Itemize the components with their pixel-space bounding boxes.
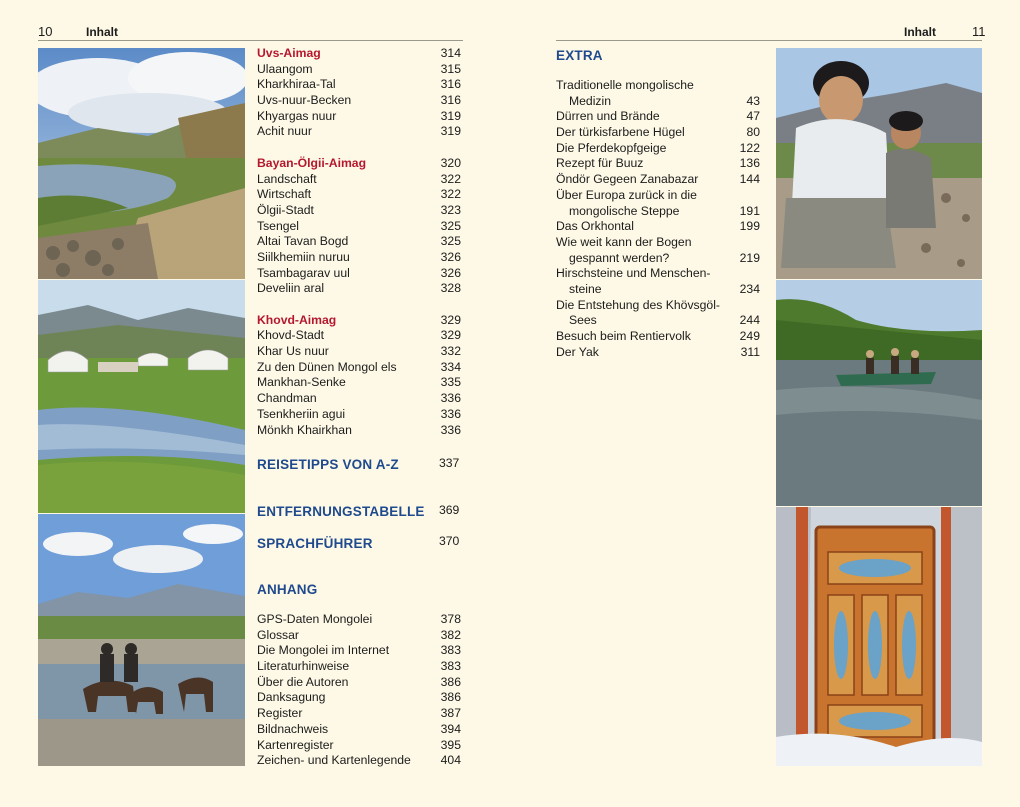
header-rule-right <box>556 40 982 41</box>
toc-item[interactable]: Traditionelle mongolische <box>556 78 694 92</box>
header-rule-left <box>38 40 463 41</box>
photo-river-landscape <box>38 48 245 279</box>
toc-item[interactable]: Literaturhinweise 383 <box>257 659 461 674</box>
section-entfernungstabelle[interactable]: ENTFERNUNGSTABELLE <box>257 504 425 519</box>
toc-item[interactable]: Uvs-nuur-Becken 316 <box>257 93 461 108</box>
toc-item[interactable]: Kartenregister 395 <box>257 737 461 752</box>
toc-heading-khovd[interactable]: Khovd-Aimag 329 <box>257 312 461 327</box>
toc-item[interactable]: Register 387 <box>257 706 461 721</box>
toc-item[interactable]: Über Europa zurück in die <box>556 187 697 202</box>
toc-item[interactable]: Tsenkheriin agui 336 <box>257 406 461 421</box>
photo-horses-river <box>38 514 245 766</box>
toc-item[interactable]: Khovd-Stadt 329 <box>257 328 461 343</box>
toc-item[interactable]: Bildnachweis 394 <box>257 721 461 736</box>
toc-item[interactable]: Der türkisfarbene Hügel 80 <box>556 125 760 140</box>
toc-item[interactable]: Das Orkhontal 199 <box>556 219 760 234</box>
photo-yurt-door <box>776 507 982 766</box>
toc-item[interactable]: Ulaangom 315 <box>257 61 461 76</box>
toc-regions <box>257 46 461 438</box>
section-entfernungstabelle-page: 369 <box>439 503 460 517</box>
toc-item[interactable]: Glossar 382 <box>257 627 461 642</box>
toc-heading-uvs[interactable]: Uvs-Aimag 314 <box>257 46 461 60</box>
toc-item[interactable]: Dürren und Brände 47 <box>556 109 760 124</box>
toc-anhang <box>257 612 461 769</box>
running-head-left: Inhalt <box>86 25 118 39</box>
toc-item[interactable]: Die Mongolei im Internet 383 <box>257 643 461 658</box>
section-reisetipps-page: 337 <box>439 456 460 470</box>
toc-item[interactable]: Zeichen- und Kartenlegende 404 <box>257 753 461 768</box>
toc-item[interactable]: mongolische Steppe 191 <box>569 203 760 218</box>
toc-item[interactable]: Medizin 43 <box>569 93 760 108</box>
right-page <box>510 0 1020 807</box>
toc-item[interactable]: Die Pferdekopfgeige 122 <box>556 140 760 155</box>
toc-item[interactable]: Develiin aral 328 <box>257 281 461 296</box>
toc-item[interactable]: Tsengel 325 <box>257 218 461 233</box>
photo-yurts <box>38 280 245 513</box>
toc-item[interactable]: Wie weit kann der Bogen <box>556 234 692 249</box>
section-anhang[interactable]: ANHANG <box>257 582 318 597</box>
toc-item[interactable]: Khyargas nuur 319 <box>257 108 461 123</box>
section-reisetipps[interactable]: REISETIPPS VON A-Z <box>257 457 399 472</box>
toc-item[interactable]: Öndör Gegeen Zanabazar 144 <box>556 172 760 187</box>
toc-item[interactable]: Zu den Dünen Mongol els 334 <box>257 359 461 374</box>
toc-item[interactable]: Danksagung 386 <box>257 690 461 705</box>
toc-item[interactable]: Hirschsteine und Menschen- <box>556 266 711 281</box>
toc-item[interactable]: Sees 244 <box>569 313 760 328</box>
toc-item[interactable]: Tsambagarav uul 326 <box>257 265 461 280</box>
photo-boat-river <box>776 280 982 506</box>
toc-item[interactable]: Ölgii-Stadt 323 <box>257 202 461 217</box>
toc-extra <box>556 78 760 360</box>
toc-item[interactable]: Mönkh Khairkhan 336 <box>257 422 461 437</box>
toc-item[interactable]: Landschaft 322 <box>257 171 461 186</box>
toc-item[interactable]: Über die Autoren 386 <box>257 674 461 689</box>
toc-item[interactable]: Achit nuur 319 <box>257 124 461 139</box>
photo-children <box>776 48 982 279</box>
section-extra: EXTRA <box>556 48 603 63</box>
toc-item[interactable]: Chandman 336 <box>257 391 461 406</box>
toc-item[interactable]: gespannt werden? 219 <box>569 250 760 265</box>
toc-item[interactable]: Altai Tavan Bogd 325 <box>257 234 461 249</box>
toc-heading-bayan-oelgii[interactable]: Bayan-Ölgii-Aimag 320 <box>257 155 461 170</box>
toc-item[interactable]: Rezept für Buuz 136 <box>556 156 760 171</box>
toc-item[interactable]: Siilkhemiin nuruu 326 <box>257 249 461 264</box>
toc-item[interactable]: Wirtschaft 322 <box>257 187 461 202</box>
toc-item[interactable]: Besuch beim Rentiervolk 249 <box>556 329 760 343</box>
toc-item[interactable]: Die Entstehung des Khövsgöl- <box>556 297 720 312</box>
page-number-right: 11 <box>972 24 986 39</box>
toc-item[interactable]: Khar Us nuur 332 <box>257 344 461 359</box>
section-sprachfuehrer[interactable]: SPRACHFÜHRER <box>257 536 373 551</box>
toc-item[interactable]: GPS-Daten Mongolei 378 <box>257 612 461 626</box>
toc-item[interactable]: Der Yak 311 <box>556 344 760 359</box>
section-sprachfuehrer-page: 370 <box>439 534 460 548</box>
toc-item[interactable]: steine 234 <box>569 281 760 296</box>
page-number-left: 10 <box>38 24 53 39</box>
running-head-right: Inhalt <box>904 25 936 39</box>
toc-item[interactable]: Mankhan-Senke 335 <box>257 375 461 390</box>
toc-item[interactable]: Kharkhiraa-Tal 316 <box>257 77 461 92</box>
